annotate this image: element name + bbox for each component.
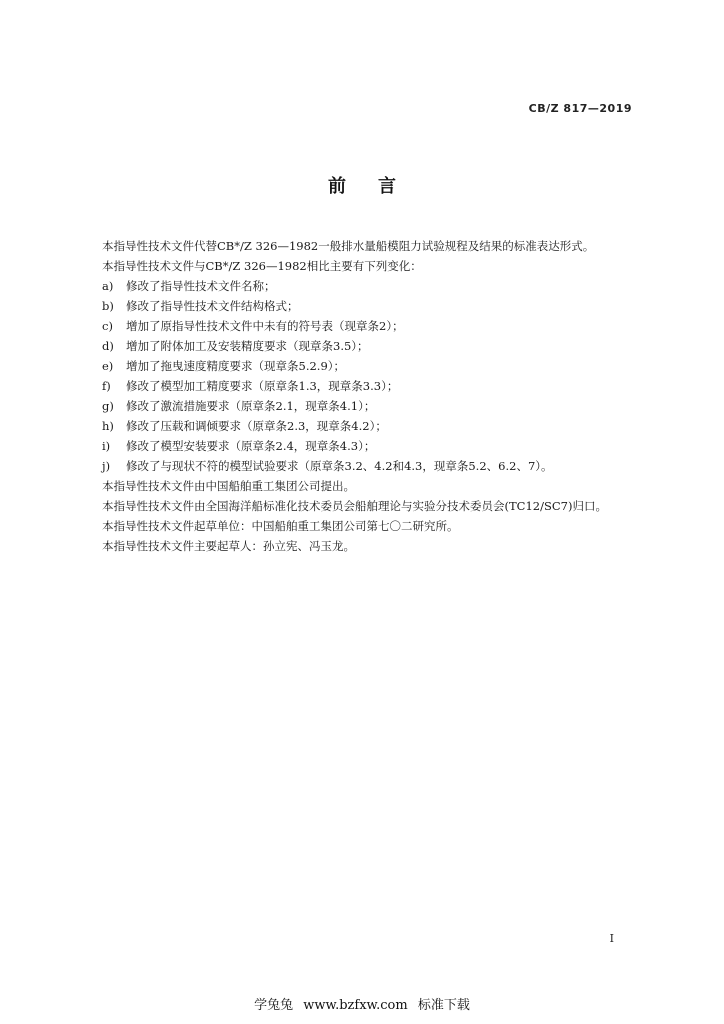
change-list-item <box>102 336 642 356</box>
change-list-item <box>102 296 642 316</box>
list-item-text: 修改了指导性技术文件名称； <box>126 279 276 293</box>
title-char-2: 言 <box>378 176 396 197</box>
list-marker: d) <box>102 339 114 353</box>
document-body <box>102 236 642 556</box>
list-item-text: 修改了指导性技术文件结构格式； <box>126 299 299 313</box>
change-list-item <box>102 356 642 376</box>
footer-tagline: 标准下载 <box>417 998 470 1013</box>
change-list-item <box>102 376 642 396</box>
closing-paragraph: 本指导性技术文件起草单位：中国船舶重工集团公司第七〇二研究所。 <box>102 519 459 533</box>
change-list-item <box>102 396 642 416</box>
list-item-text: 增加了原指导性技术文件中未有的符号表（现章条2）； <box>126 319 404 333</box>
list-marker: b) <box>102 299 114 313</box>
change-list-item <box>102 416 642 436</box>
list-item-text: 修改了模型安装要求（原章条2.4，现章条4.3）； <box>126 439 376 453</box>
list-marker: i) <box>102 439 111 453</box>
list-marker: c) <box>102 319 113 333</box>
closing-paragraph: 本指导性技术文件主要起草人：孙立宪、冯玉龙。 <box>102 539 355 553</box>
change-list-item <box>102 276 642 296</box>
document-code: CB/Z 817—2019 <box>528 102 632 115</box>
list-item-text: 修改了与现状不符的模型试验要求（原章条3.2、4.2和4.3，现章条5.2、6.2、7）。 <box>126 459 553 473</box>
list-item-text: 修改了激流措施要求（原章条2.1，现章条4.1）； <box>126 399 376 413</box>
closing-paragraph: 本指导性技术文件由中国船舶重工集团公司提出。 <box>102 479 355 493</box>
list-item-text: 增加了附体加工及安装精度要求（现章条3.5）； <box>126 339 369 353</box>
title-char-1: 前 <box>328 176 346 197</box>
list-marker: e) <box>102 359 114 373</box>
list-marker: j) <box>102 459 111 473</box>
list-marker: a) <box>102 279 114 293</box>
footer-site-name: 学兔兔 <box>254 998 294 1013</box>
footer-url[interactable]: www.bzfxw.com <box>303 998 408 1013</box>
page-number: I <box>609 932 614 945</box>
closing-paragraph: 本指导性技术文件由全国海洋船标准化技术委员会船舶理论与实验分技术委员会(TC12/SC7)归口。 <box>102 499 607 513</box>
page-title <box>0 172 724 198</box>
intro-paragraph: 本指导性技术文件代替CB*/Z 326—1982一般排水量船模阻力试验规程及结果的标准表达形式。 <box>102 239 595 253</box>
change-list-item <box>102 436 642 456</box>
list-marker: g) <box>102 399 114 413</box>
list-item-text: 增加了拖曳速度精度要求（现章条5.2.9）； <box>126 359 346 373</box>
change-list-item <box>102 456 642 476</box>
list-item-text: 修改了压载和调倾要求（原章条2.3，现章条4.2）； <box>126 419 387 433</box>
list-item-text: 修改了模型加工精度要求（原章条1.3，现章条3.3）； <box>126 379 399 393</box>
list-marker: h) <box>102 419 114 433</box>
list-marker: f) <box>102 379 111 393</box>
change-list-item <box>102 316 642 336</box>
intro-paragraph: 本指导性技术文件与CB*/Z 326—1982相比主要有下列变化： <box>102 259 422 273</box>
footer-watermark <box>0 994 724 1013</box>
